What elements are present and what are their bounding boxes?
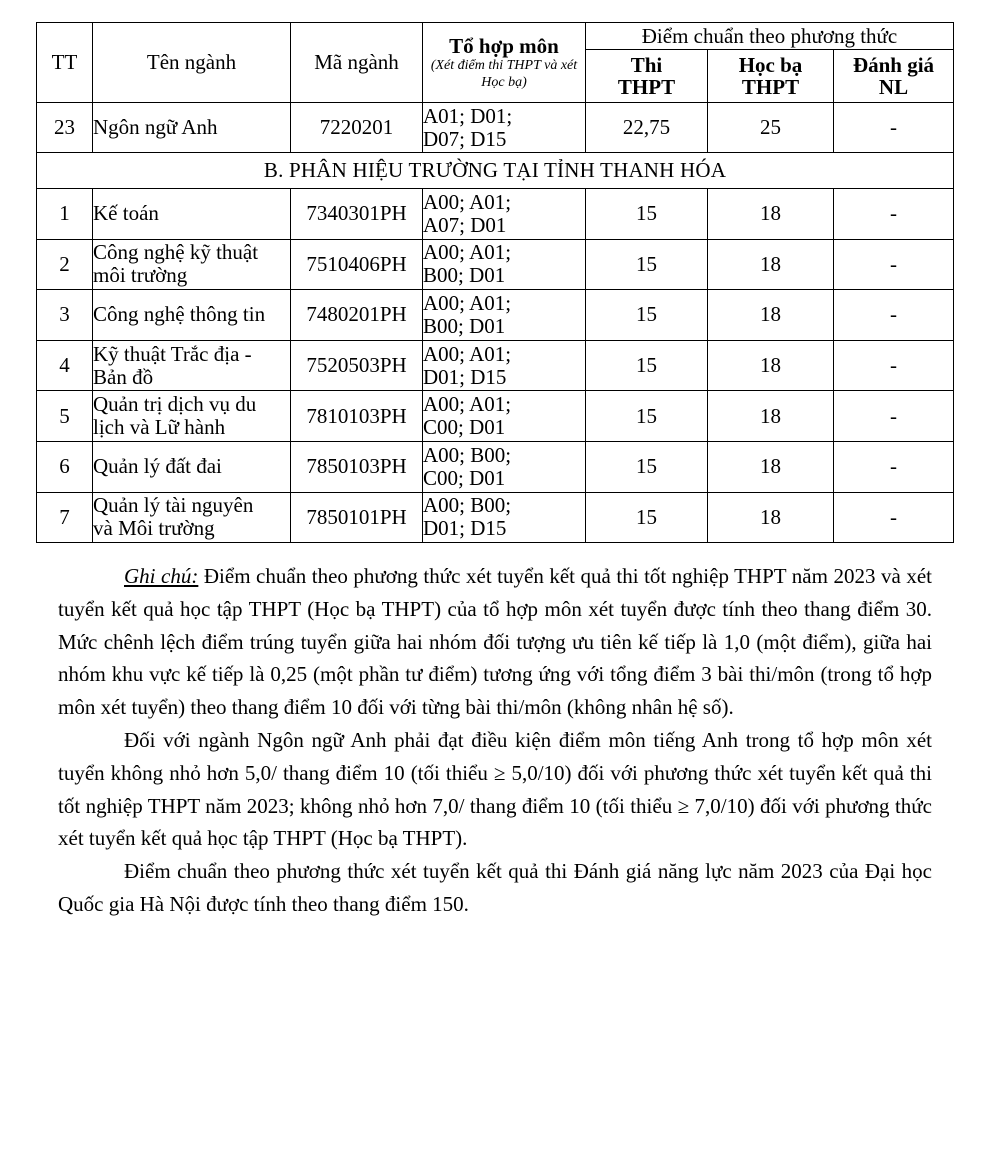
cell-to-hop-line1: A00; A01; — [423, 290, 512, 315]
note-paragraph-1 — [58, 560, 932, 724]
cell-dgnl: - — [834, 391, 954, 442]
cell-to-hop-line2: D01; D15 — [423, 364, 507, 389]
cell-to-hop — [423, 492, 586, 543]
cell-thi-thpt: 15 — [586, 492, 708, 543]
cell-ten-nganh-line1: Công nghệ thông tin — [93, 302, 266, 327]
cell-thi-thpt: 15 — [586, 340, 708, 391]
header-hoc-ba — [708, 50, 834, 103]
cell-ten-nganh-line2: lịch và Lữ hành — [93, 415, 226, 440]
cell-ten-nganh-line1: Quản lý tài nguyên — [93, 493, 254, 518]
branch-rows — [37, 189, 954, 543]
cell-ma-nganh: 7340301PH — [291, 189, 423, 240]
cell-hoc-ba: 18 — [708, 290, 834, 341]
cell-ten-nganh — [93, 189, 291, 240]
header-thi-thpt-line2: THPT — [617, 75, 676, 99]
cell-tt: 3 — [37, 290, 93, 341]
cell-to-hop-line1: A00; A01; — [423, 341, 512, 366]
cell-ten-nganh-line1: Kế toán — [93, 201, 159, 226]
cell-to-hop-line1: A01; D01; — [423, 103, 513, 128]
cell-thi-thpt: 15 — [586, 391, 708, 442]
cell-dgnl: - — [834, 290, 954, 341]
note-paragraph-3: Điểm chuẩn theo phương thức xét tuyển kết quả thi Đánh giá năng lực năm 2023 của Đại học Quốc gia Hà Nội được tính theo thang điểm 150. — [58, 859, 932, 916]
cell-tt: 2 — [37, 239, 93, 290]
cell-thi-thpt: 15 — [586, 189, 708, 240]
cell-ten-nganh — [93, 290, 291, 341]
cell-ten-nganh-line2: và Môi trường — [93, 516, 215, 541]
cell-dgnl: - — [834, 103, 954, 153]
header-hoc-ba-line1: Học bạ — [738, 53, 803, 77]
cell-thi-thpt: 22,75 — [586, 103, 708, 153]
header-ma-nganh: Mã ngành — [291, 23, 423, 103]
cell-hoc-ba: 18 — [708, 492, 834, 543]
cell-to-hop — [423, 290, 586, 341]
header-diem-chuan: Điểm chuẩn theo phương thức — [586, 23, 954, 50]
table-row — [37, 492, 954, 543]
cell-dgnl: - — [834, 340, 954, 391]
cell-ten-nganh — [93, 239, 291, 290]
cell-ten-nganh: Ngôn ngữ Anh — [93, 103, 291, 153]
cell-to-hop-line2: D01; D15 — [423, 516, 507, 541]
cell-tt: 23 — [37, 103, 93, 153]
note-label: Ghi chú: — [124, 564, 199, 588]
header-dgnl-line1: Đánh giá — [852, 53, 935, 77]
cell-ten-nganh-line1: Quản trị dịch vụ du — [93, 392, 257, 417]
cell-hoc-ba: 18 — [708, 189, 834, 240]
note-paragraph-2: Đối với ngành Ngôn ngữ Anh phải đạt điều kiện điểm môn tiếng Anh trong tổ hợp môn xét tuyển không nhỏ hơn 5,0/ thang điểm 10 (tối thiểu ≥ 5,0/10) đối với phương thức xét tuyển kết quả thi tốt nghiệp THPT năm 2023; không nhỏ hơn 7,0/ thang điểm 10 (tối thiểu ≥ 7,0/10) đối với phương thức xét tuyển kết quả học tập THPT (Học bạ THPT). — [58, 727, 932, 851]
header-dgnl-line2: NL — [878, 75, 909, 99]
cell-to-hop-line1: A00; B00; — [423, 442, 512, 467]
cell-tt: 7 — [37, 492, 93, 543]
cell-to-hop-line1: A00; B00; — [423, 493, 512, 518]
cell-to-hop-line2: B00; D01 — [423, 263, 506, 288]
section-row — [37, 153, 954, 189]
cell-ma-nganh: 7220201 — [291, 103, 423, 153]
cell-hoc-ba: 18 — [708, 391, 834, 442]
cell-ten-nganh-line1: Quản lý đất đai — [93, 454, 222, 479]
table-row — [37, 239, 954, 290]
table-row — [37, 103, 954, 153]
table-row — [37, 340, 954, 391]
cell-hoc-ba: 18 — [708, 340, 834, 391]
cell-ten-nganh-line1: Kỹ thuật Trắc địa - — [93, 341, 252, 366]
cell-to-hop-line2: A07; D01 — [423, 212, 507, 237]
cell-tt: 1 — [37, 189, 93, 240]
notes-section — [58, 560, 932, 921]
cell-to-hop-line1: A00; A01; — [423, 240, 512, 265]
cell-ten-nganh — [93, 391, 291, 442]
cell-ma-nganh: 7850101PH — [291, 492, 423, 543]
cell-dgnl: - — [834, 189, 954, 240]
table-row — [37, 441, 954, 492]
cell-to-hop-line2: B00; D01 — [423, 313, 506, 338]
cell-dgnl: - — [834, 492, 954, 543]
table-row — [37, 391, 954, 442]
cell-ma-nganh: 7810103PH — [291, 391, 423, 442]
cell-ten-nganh-line1: Công nghệ kỹ thuật — [93, 240, 259, 265]
cell-to-hop — [423, 103, 586, 153]
cell-ma-nganh: 7520503PH — [291, 340, 423, 391]
header-to-hop-note: (Xét điểm thi THPT và xét Học bạ) — [430, 57, 578, 90]
cell-to-hop — [423, 239, 586, 290]
cell-to-hop — [423, 391, 586, 442]
cell-thi-thpt: 15 — [586, 441, 708, 492]
note-text-1: Điểm chuẩn theo phương thức xét tuyển kết quả thi tốt nghiệp THPT năm 2023 và xét tuyển kết quả học tập THPT (Học bạ THPT) của tổ hợp môn xét tuyển được tính theo thang điểm 30. Mức chênh lệch điểm trúng tuyển giữa hai nhóm đối tượng ưu tiên kế tiếp là 1,0 (một điểm), giữa hai nhóm khu vực kế tiếp là 0,25 (một phần tư điểm) tương ứng với tổng điểm 3 bài thi/môn (trong tổ hợp môn xét tuyển) theo thang điểm 10 đối với từng bài thi/môn (không nhân hệ số). — [58, 564, 932, 720]
cell-to-hop — [423, 189, 586, 240]
cell-to-hop-line2: D07; D15 — [423, 126, 507, 151]
cell-thi-thpt: 15 — [586, 290, 708, 341]
cell-ma-nganh: 7480201PH — [291, 290, 423, 341]
cell-to-hop — [423, 340, 586, 391]
header-row-1 — [37, 23, 954, 50]
header-to-hop-title: Tổ hợp môn — [449, 33, 559, 58]
cell-tt: 5 — [37, 391, 93, 442]
cell-ma-nganh: 7510406PH — [291, 239, 423, 290]
admission-score-table — [36, 22, 954, 543]
cell-to-hop-line1: A00; A01; — [423, 392, 512, 417]
cell-hoc-ba: 18 — [708, 441, 834, 492]
cell-thi-thpt: 15 — [586, 239, 708, 290]
header-tt: TT — [37, 23, 93, 103]
header-to-hop-mon — [423, 23, 586, 103]
header-ten-nganh: Tên ngành — [93, 23, 291, 103]
cell-hoc-ba: 25 — [708, 103, 834, 153]
cell-dgnl: - — [834, 441, 954, 492]
cell-to-hop-line2: C00; D01 — [423, 465, 506, 490]
cell-hoc-ba: 18 — [708, 239, 834, 290]
cell-tt: 6 — [37, 441, 93, 492]
header-dgnl — [834, 50, 954, 103]
cell-to-hop-line2: C00; D01 — [423, 415, 506, 440]
cell-to-hop-line1: A00; A01; — [423, 189, 512, 214]
cell-ten-nganh-line2: Bản đồ — [93, 364, 154, 389]
cell-ma-nganh: 7850103PH — [291, 441, 423, 492]
section-heading: B. PHÂN HIỆU TRƯỜNG TẠI TỈNH THANH HÓA — [37, 153, 954, 189]
header-thi-thpt-line1: Thi — [630, 53, 663, 77]
cell-to-hop — [423, 441, 586, 492]
cell-ten-nganh — [93, 492, 291, 543]
header-thi-thpt — [586, 50, 708, 103]
header-hoc-ba-line2: THPT — [741, 75, 800, 99]
cell-ten-nganh-line2: môi trường — [93, 263, 188, 288]
cell-dgnl: - — [834, 239, 954, 290]
table-row — [37, 290, 954, 341]
cell-ten-nganh — [93, 340, 291, 391]
table-row — [37, 189, 954, 240]
cell-tt: 4 — [37, 340, 93, 391]
cell-ten-nganh — [93, 441, 291, 492]
